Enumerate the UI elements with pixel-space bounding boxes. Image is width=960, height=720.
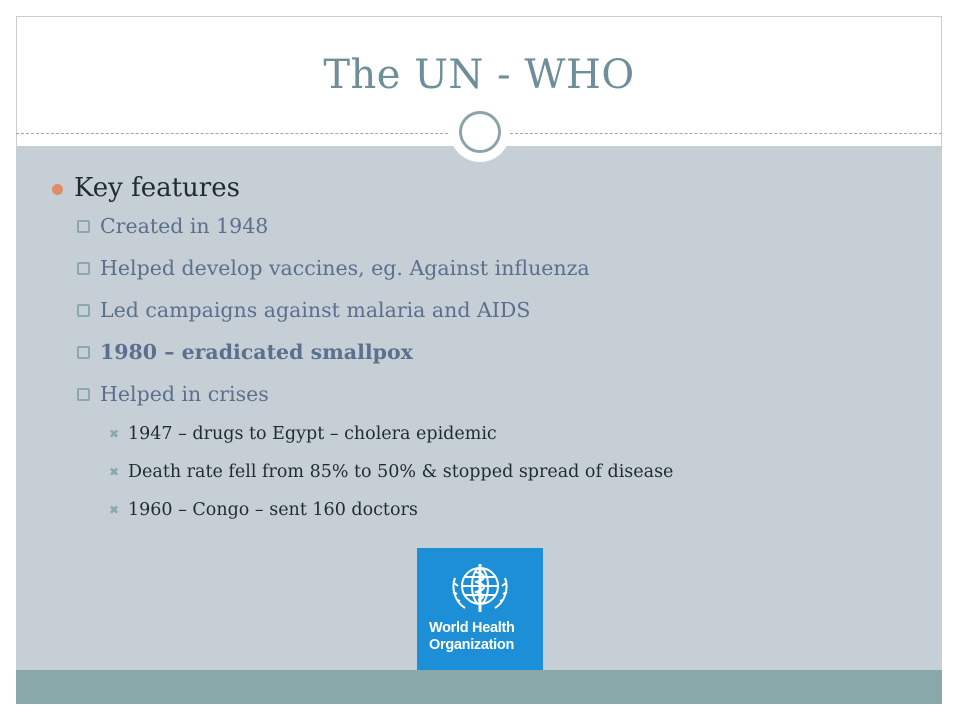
bullet-text: Led campaigns against malaria and AIDS [100, 298, 531, 322]
bullet-cross-icon: ✖ [109, 427, 120, 441]
bullet-cross-icon: ✖ [109, 465, 120, 479]
bullet-text: 1960 – Congo – sent 160 doctors [128, 500, 418, 520]
bullet-list [48, 172, 908, 536]
who-emblem-icon [445, 556, 515, 618]
bullet-text: Created in 1948 [100, 214, 269, 238]
bullet-text: 1980 – eradicated smallpox [100, 340, 413, 364]
bullet-square-icon [77, 346, 90, 359]
bullet-text: Key features [74, 173, 240, 203]
bullet-smallpox [48, 338, 908, 380]
bullet-square-icon [77, 220, 90, 233]
bullet-square-icon [77, 388, 90, 401]
bullet-square-icon [77, 262, 90, 275]
bullet-text: Helped in crises [100, 382, 269, 406]
slide-title: The UN - WHO [323, 52, 635, 98]
ring-ornament-icon [450, 102, 510, 162]
bullet-key-features [48, 172, 908, 212]
bullet-vaccines [48, 254, 908, 296]
bullet-text: 1947 – drugs to Egypt – cholera epidemic [128, 424, 497, 444]
bullet-text: Helped develop vaccines, eg. Against influenza [100, 256, 590, 280]
bullet-square-icon [77, 304, 90, 317]
bullet-created [48, 212, 908, 254]
who-logo-line2: Organization [429, 637, 515, 653]
ring-inner [459, 111, 501, 153]
who-logo-line1: World Health [429, 620, 515, 636]
who-logo [417, 548, 543, 672]
bullet-egypt [48, 422, 908, 460]
bullet-text: Death rate fell from 85% to 50% & stopped spread of disease [128, 462, 674, 482]
bottom-band [16, 670, 942, 704]
who-logo-text [429, 620, 541, 654]
bullet-crises [48, 380, 908, 422]
bullet-campaigns [48, 296, 908, 338]
bullet-congo [48, 498, 908, 536]
bullet-dot-icon [52, 184, 63, 195]
bullet-cross-icon: ✖ [109, 503, 120, 517]
bullet-death-rate [48, 460, 908, 498]
